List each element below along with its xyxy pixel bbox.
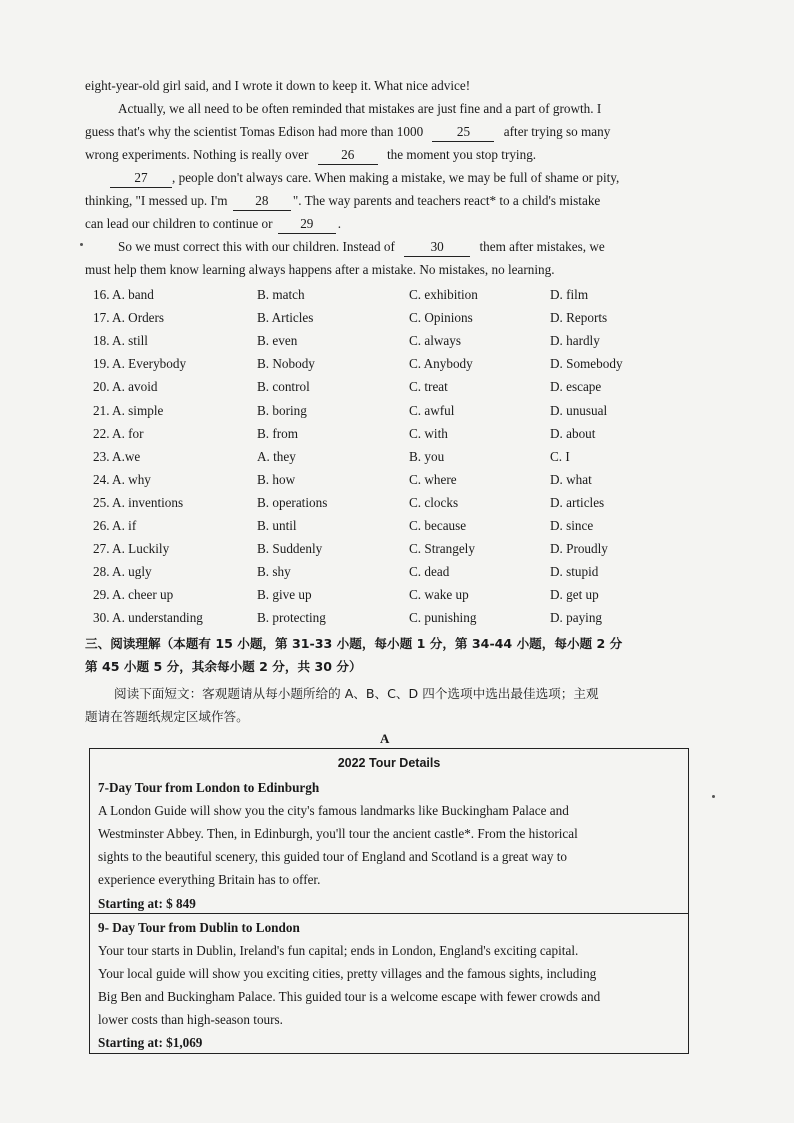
option-question-a: 29. A. cheer up [93, 587, 174, 603]
option-choice: B. from [257, 425, 299, 441]
option-choice: C. Opinions [409, 310, 473, 326]
option-choice: C. with [409, 425, 448, 441]
option-choice: C. exhibition [409, 287, 478, 302]
passage-text: , people don't always care. When making a mistake, we may be full of shame or pity, [172, 170, 620, 185]
option-choice: B. even [257, 333, 298, 349]
option-choice: C. Strangely [409, 541, 475, 557]
option-question-a: 20. A. avoid [93, 379, 158, 395]
option-choice: C. wake up [409, 587, 469, 603]
blank-30: 30 [404, 238, 470, 257]
passage-line [118, 235, 718, 258]
option-choice: D. about [550, 425, 596, 441]
option-choice: D. articles [550, 494, 605, 510]
passage-line [85, 120, 685, 143]
passage-text: guess that's why the scientist Tomas Edison had more than 1000 [85, 124, 424, 139]
option-choice: B. boring [257, 402, 307, 418]
option-choice: D. Reports [550, 310, 608, 326]
option-choice: C. where [409, 471, 457, 487]
tour-divider [90, 913, 688, 914]
option-choice: B. Articles [257, 310, 314, 326]
option-choice: D. paying [550, 610, 603, 626]
passage-line [110, 166, 710, 189]
option-choice: B. control [257, 379, 310, 395]
option-choice: B. match [257, 287, 305, 302]
section-heading: 三、阅读理解（本题有 15 小题，第 31-33 小题，每小题 1 分，第 34-44 小题，每小题 2 分 [85, 636, 623, 651]
option-question-a: 30. A. understanding [93, 610, 203, 626]
tour-2-text: lower costs than high-season tours. [98, 1012, 283, 1027]
option-choice: B. Nobody [257, 356, 315, 372]
option-choice: D. since [550, 518, 594, 533]
option-choice: C. awful [409, 402, 455, 418]
passage-line: must help them know learning always happens after a mistake. No mistakes, no learning. [85, 262, 555, 277]
option-choice: C. always [409, 333, 462, 349]
passage-text: wrong experiments. Nothing is really over [85, 147, 309, 162]
option-question-a: 27. A. Luckily [93, 541, 170, 557]
tour-details-box [89, 748, 689, 1054]
passage-line [85, 212, 685, 235]
option-choice: D. get up [550, 587, 599, 603]
tour-2-text: Big Ben and Buckingham Palace. This guided tour is a welcome escape with fewer crowds and [98, 989, 601, 1004]
option-choice: D. Somebody [550, 356, 623, 372]
option-choice: B. protecting [257, 610, 326, 626]
option-choice: C. punishing [409, 610, 477, 626]
passage-line: Actually, we all need to be often reminded that mistakes are just fine and a part of growth. I [118, 101, 602, 116]
option-choice: B. you [409, 448, 445, 464]
option-choice: C. dead [409, 564, 450, 580]
passage-text: after trying so many [503, 124, 611, 139]
option-question-a: 16. A. band [93, 287, 154, 302]
option-question-a: 17. A. Orders [93, 310, 165, 326]
section-heading: 第 45 小题 5 分，其余每小题 2 分，共 30 分） [85, 659, 362, 674]
option-question-a: 19. A. Everybody [93, 356, 187, 372]
option-question-a: 23. A.we [93, 448, 141, 464]
option-choice: A. they [257, 448, 296, 464]
tour-1-text: experience everything Britain has to offer. [98, 872, 321, 887]
passage-line: eight-year-old girl said, and I wrote it down to keep it. What nice advice! [85, 78, 471, 93]
tour-title: 2022 Tour Details [337, 756, 441, 770]
option-choice: D. what [550, 471, 592, 487]
option-question-a: 28. A. ugly [93, 564, 152, 580]
option-question-a: 22. A. for [93, 425, 144, 441]
option-choice: C. I [550, 448, 570, 464]
section-instructions: 阅读下面短文：客观题请从每小题所给的 A、B、C、D 四个选项中选出最佳选项；主观 [114, 686, 599, 701]
blank-29: 29 [278, 215, 336, 234]
passage-text: So we must correct this with our children. Instead of [118, 239, 395, 254]
tour-2-heading: 9- Day Tour from Dublin to London [98, 920, 300, 935]
option-choice: B. shy [257, 564, 291, 580]
scan-speck [80, 243, 83, 246]
tour-2-text: Your tour starts in Dublin, Ireland's fun capital; ends in London, England's exciting capital. [98, 943, 579, 958]
blank-27: 27 [110, 169, 172, 188]
option-choice: B. give up [257, 587, 312, 603]
passage-text: the moment you stop trying. [387, 147, 537, 162]
option-choice: D. hardly [550, 333, 600, 349]
scan-speck [712, 795, 715, 798]
passage-text: thinking, "I messed up. I'm [85, 193, 228, 208]
passage-line [85, 189, 685, 212]
passage-text: ". The way parents and teachers react* to a child's mistake [292, 193, 601, 208]
option-choice: D. film [550, 287, 589, 302]
tour-1-text: Westminster Abbey. Then, in Edinburgh, you'll tour the ancient castle*. From the historical [98, 826, 578, 841]
option-choice: C. because [409, 518, 467, 533]
blank-28: 28 [233, 192, 291, 211]
tour-1-text: A London Guide will show you the city's famous landmarks like Buckingham Palace and [98, 803, 569, 818]
option-choice: D. unusual [550, 402, 608, 418]
tour-2-text: Your local guide will show you exciting cities, pretty villages and the famous sights, including [98, 966, 597, 981]
section-instructions: 题请在答题纸规定区域作答。 [85, 709, 249, 724]
option-choice: C. treat [409, 379, 448, 395]
option-question-a: 24. A. why [93, 471, 151, 487]
passage-text: can lead our children to continue or [85, 216, 273, 231]
option-choice: D. Proudly [550, 541, 608, 557]
tour-1-heading: 7-Day Tour from London to Edinburgh [98, 780, 320, 795]
passage-text: them after mistakes, we [479, 239, 605, 254]
tour-2-price: Starting at: $1,069 [98, 1035, 203, 1050]
option-question-a: 25. A. inventions [93, 494, 184, 510]
blank-25: 25 [432, 123, 494, 142]
passage-text: . [337, 216, 342, 231]
option-choice: B. operations [257, 494, 328, 510]
option-choice: B. how [257, 471, 296, 487]
passage-label: A [380, 731, 390, 746]
option-choice: B. until [257, 518, 297, 533]
passage-line [85, 143, 685, 166]
blank-26: 26 [318, 146, 378, 165]
option-choice: B. Suddenly [257, 541, 323, 557]
option-choice: D. escape [550, 379, 602, 395]
option-question-a: 26. A. if [93, 518, 137, 533]
option-question-a: 21. A. simple [93, 402, 164, 418]
option-choice: D. stupid [550, 564, 599, 580]
option-question-a: 18. A. still [93, 333, 148, 349]
option-choice: C. Anybody [409, 356, 473, 372]
tour-1-text: sights to the beautiful scenery, this guided tour of England and Scotland is a great way to [98, 849, 568, 864]
option-choice: C. clocks [409, 494, 459, 510]
tour-1-price: Starting at: $ 849 [98, 896, 196, 911]
